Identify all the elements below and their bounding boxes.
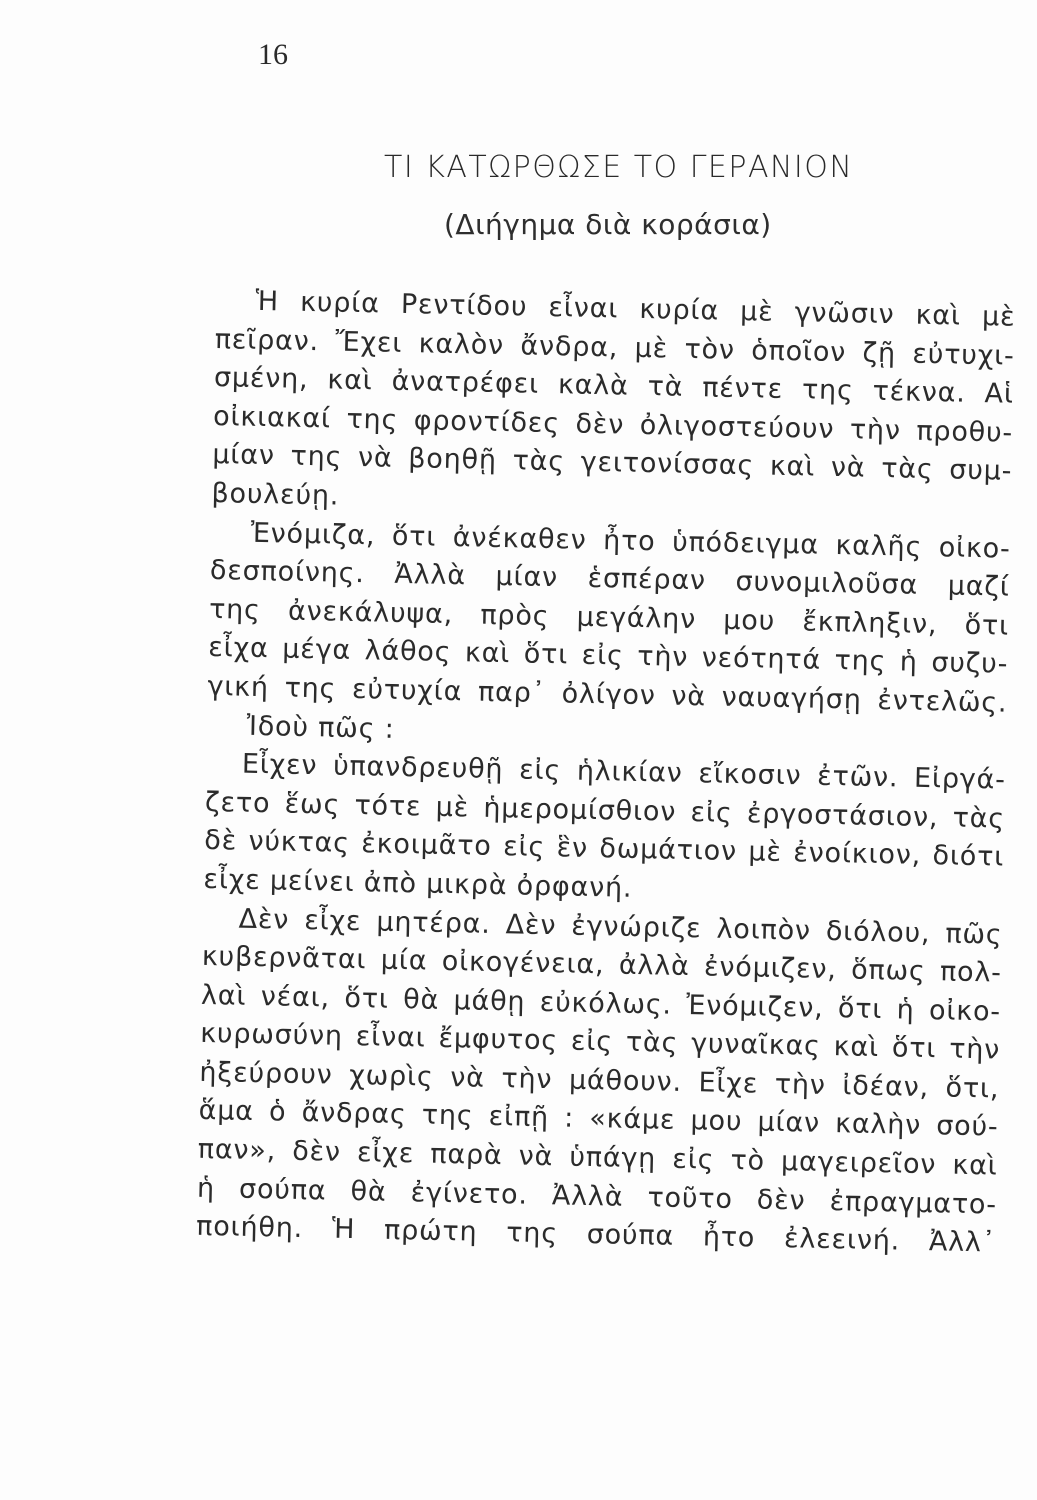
text-line: παν», δὲν εἶχε παρὰ νὰ ὑπάγῃ εἰς τὸ μαγειρεῖον καὶ xyxy=(197,1133,998,1182)
text-line: σμένη, καὶ ἀνατρέφει καλὰ τὰ πέντε της τέκνα. Αἱ xyxy=(213,362,1015,410)
text-line: μίαν της νὰ βοηθῇ τὰς γειτονίσσας καὶ νὰ τὰς συμ- xyxy=(212,439,1013,488)
text-line: ποιήθη. Ἡ πρώτη της σούπα ἦτο ἐλεεινή. Ἀλλ᾽ xyxy=(195,1211,997,1259)
text-line: Ἐνόμιζα, ὅτι ἀνέκαθεν ἦτο ὑπόδειγμα καλῆς οἰκο- xyxy=(250,517,1011,565)
text-line: Ἡ κυρία Ρεντίδου εἶναι κυρία μὲ γνῶσιν καὶ μὲ xyxy=(255,285,1016,333)
text-line: δεσποίνης. Ἀλλὰ μίαν ἑσπέραν συνομιλοῦσα μαζί xyxy=(209,555,1011,603)
text-line: κυβερνᾶται μία οἰκογένεια, ἀλλὰ ἐνόμιζεν, ὅπως πολ- xyxy=(201,940,1003,989)
text-line: Εἶχεν ὑπανδρευθῇ εἰς ἡλικίαν εἴκοσιν ἐτῶν. Εἰργά- xyxy=(241,748,1007,796)
text-line: δὲ νύκτας ἐκοιμᾶτο εἰς ἓν δωμάτιον μὲ ἐνοίκιον, διότι xyxy=(203,825,1005,873)
text-line: οἰκιακαί της φροντίδες δὲν ὀλιγοστεύουν τὴν προθυ- xyxy=(212,400,1014,449)
text-line: πεῖραν. Ἔχει καλὸν ἄνδρα, μὲ τὸν ὁποῖον ζῇ εὐτυχι- xyxy=(214,323,1015,372)
text-line: ἠξεύρουν χωρὶς νὰ τὴν μάθουν. Εἶχε τὴν ἰδέαν, ὅτι, xyxy=(199,1056,1000,1105)
text-line: ἡ σούπα θὰ ἐγίνετο. Ἀλλὰ τοῦτο δὲν ἐπραγματο- xyxy=(196,1172,998,1221)
body-text xyxy=(196,282,1016,1263)
text-line: Δὲν εἶχε μητέρα. Δὲν ἐγνώριζε λοιπὸν διόλου, πῶς xyxy=(238,903,1003,951)
text-line: εἶχα μέγα λάθος καὶ ὅτι εἰς τὴν νεότητά της ἡ συζυ- xyxy=(208,632,1009,681)
text-line: λαὶ νέαι, ὅτι θὰ μάθῃ εὐκόλως. Ἐνόμιζεν, ὅτι ἡ οἰκο- xyxy=(200,979,1002,1028)
text-line: κυρωσύνη εἶναι ἔμφυτος εἰς τὰς γυναῖκας καὶ ὅτι τὴν xyxy=(199,1018,1001,1066)
text-line: ἅμα ὁ ἄνδρας της εἰπῇ : «κάμε μου μίαν καλὴν σού- xyxy=(198,1095,999,1144)
chapter-title: ΤΙ ΚΑΤΩΡΘΩΣΕ ΤΟ ΓΕΡΑΝΙΟΝ xyxy=(384,150,854,185)
text-line: γική της εὐτυχία παρ᾽ ὀλίγον νὰ ναυαγήσῃ ἐντελῶς. xyxy=(207,670,1008,719)
text-line: βουλεύῃ. xyxy=(211,477,340,512)
text-line: ζετο ἕως τότε μὲ ἡμερομίσθιον εἰς ἐργοστάσιον, τὰς xyxy=(204,786,1006,835)
text-line: της ἀνεκάλυψα, πρὸς μεγάλην μου ἔκπληξιν, ὅτι xyxy=(208,593,1010,642)
text-line: εἶχε μείνει ἀπὸ μικρὰ ὀρφανή. xyxy=(203,863,633,904)
page-number: 16 xyxy=(258,38,288,71)
chapter-subtitle: (Διήγημα διὰ κοράσια) xyxy=(444,208,772,241)
text-line: Ἰδοὺ πῶς : xyxy=(246,710,395,745)
